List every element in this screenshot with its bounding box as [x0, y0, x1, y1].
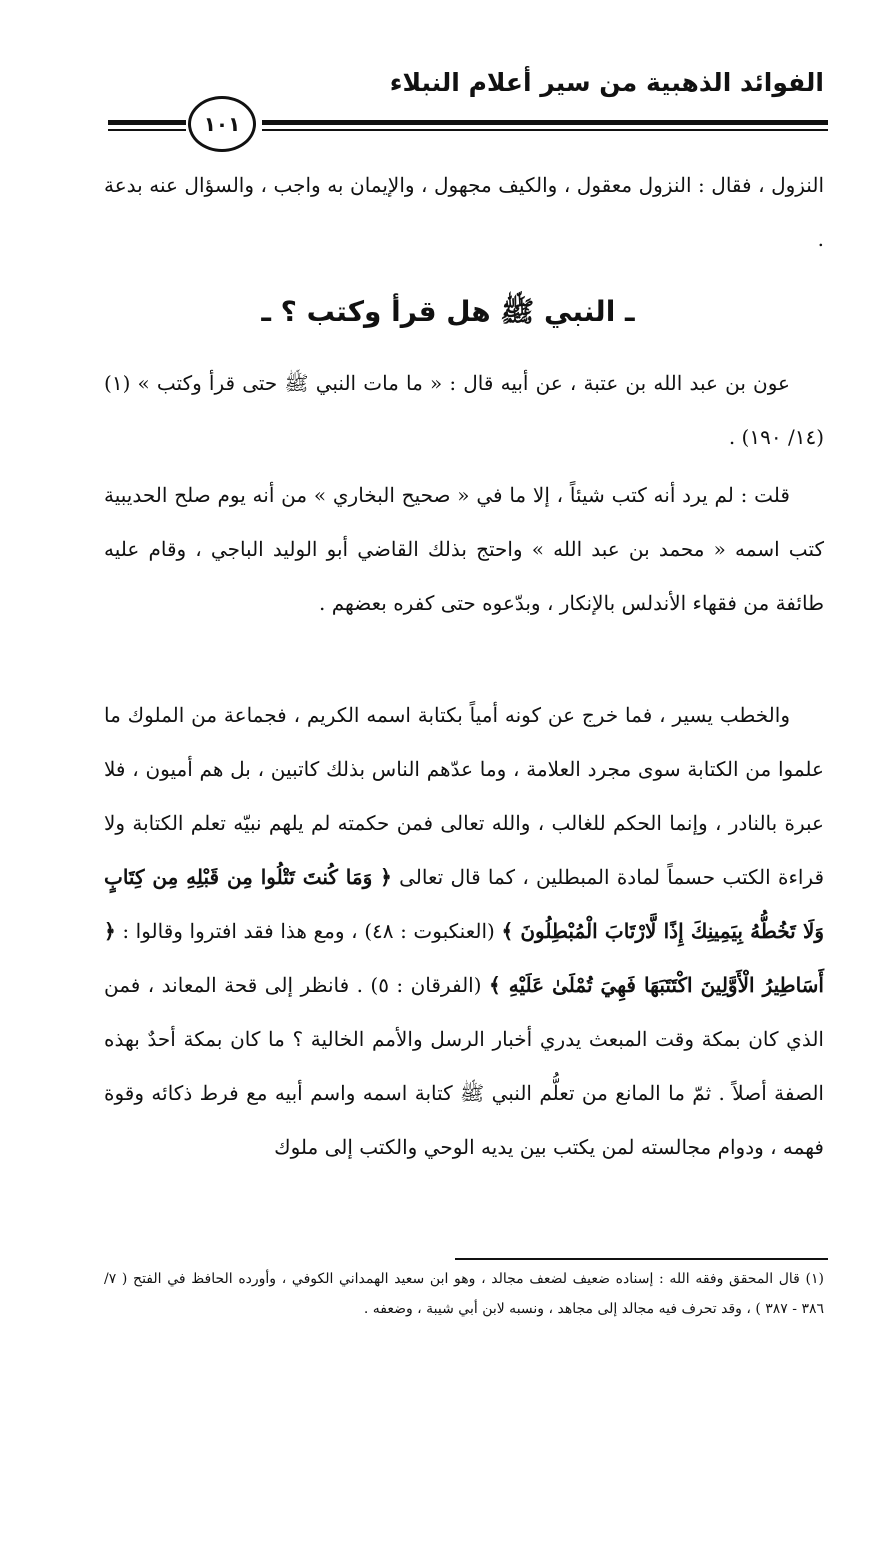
paragraph-continuation: النزول ، فقال : النزول معقول ، والكيف مجهول ، والإيمان به واجب ، والسؤال عنه بدعة .	[104, 173, 824, 251]
footnote: (١) قال المحقق وفقه الله : إسناده ضعيف لضعف مجالد ، وهو ابن سعيد الهمداني الكوفي ، وأورده الحافظ في الفتح ( ٧/ ٣٨٦ - ٣٨٧ ) ، وقد تحرف فيه مجالد إلى مجاهد ، ونسبه لابن أبي شيبة ، وضعفه .	[104, 1271, 824, 1317]
paragraph-discussion	[104, 688, 824, 1174]
header-rule-right	[262, 120, 828, 125]
quran-quote-ankabut: ﴿ وَمَا كُنتَ تَتْلُوا مِن قَبْلِهِ مِن كِتَابٍ وَلَا تَخُطُّهُ بِيَمِينِكَ إِذًا لَّارْتَابَ الْمُبْطِلُونَ ﴾	[104, 865, 825, 943]
paragraph-discussion-text-b: (العنكبوت : ٤٨) ، ومع هذا فقد افتروا وقالوا :	[122, 919, 495, 943]
paragraph-discussion-text-c: (الفرقان : ٥) . فانظر إلى قحة المعاند ، فمن الذي كان بمكة وقت المبعث يدري أخبار الرسل والأمم الخالية ؟ ما كان بمكة أحدٌ بهذه الصفة أصلاً . ثمّ ما المانع من تعلُّم النبي ﷺ كتابة اسمه واسم أبيه مع فرط ذكائه وقوة فهمه ، ودوام مجالسته لمن يكتب بين يديه الوحي والكتب إلى ملوك	[104, 973, 824, 1159]
paragraph-hadith-text: عون بن عبد الله بن عتبة ، عن أبيه قال : « ما مات النبي ﷺ حتى قرأ وكتب » (١) (١٤/ ١٩٠) .	[104, 371, 824, 449]
header-rule-left-thin	[108, 129, 186, 131]
running-title: الفوائد الذهبية من سير أعلام النبلاء	[389, 68, 824, 97]
header-rule-right-thin	[262, 129, 828, 131]
paragraph-commentary-text: قلت : لم يرد أنه كتب شيئاً ، إلا ما في « صحيح البخاري » من أنه يوم صلح الحديبية كتب اسمه « محمد بن عبد الله » واحتج بذلك القاضي أبو الوليد الباجي ، وقام عليه طائفة من فقهاء الأندلس بالإنكار ، وبدّعوه حتى كفره بعضهم .	[104, 483, 824, 615]
paragraph-commentary	[104, 468, 824, 630]
page-number: ١٠١	[188, 96, 256, 152]
quran-quote-furqan: ﴿ أَسَاطِيرُ الْأَوَّلِينَ اكْتَتَبَهَا فَهِيَ تُمْلَىٰ عَلَيْهِ ﴾	[104, 919, 824, 997]
footnote-separator	[455, 1258, 828, 1260]
header-rule-left	[108, 120, 186, 125]
paragraph-hadith	[104, 356, 824, 464]
paragraph-discussion-text-a: والخطب يسير ، فما خرج عن كونه أمياً بكتابة اسمه الكريم ، فجماعة من الملوك ما علموا من الكتابة سوى مجرد العلامة ، وما عدّهم الناس بذلك كاتبين ، بل هم أميون ، فلا عبرة بالنادر ، وإنما الحكم للغالب ، والله تعالى فمن حكمته لم يلهم نبيّه تعلم الكتابة ولا قراءة الكتب حسماً لمادة المبطلين ، كما قال تعالى	[104, 703, 825, 889]
section-heading: ـ النبي ﷺ هل قرأ وكتب ؟ ـ	[261, 295, 635, 328]
